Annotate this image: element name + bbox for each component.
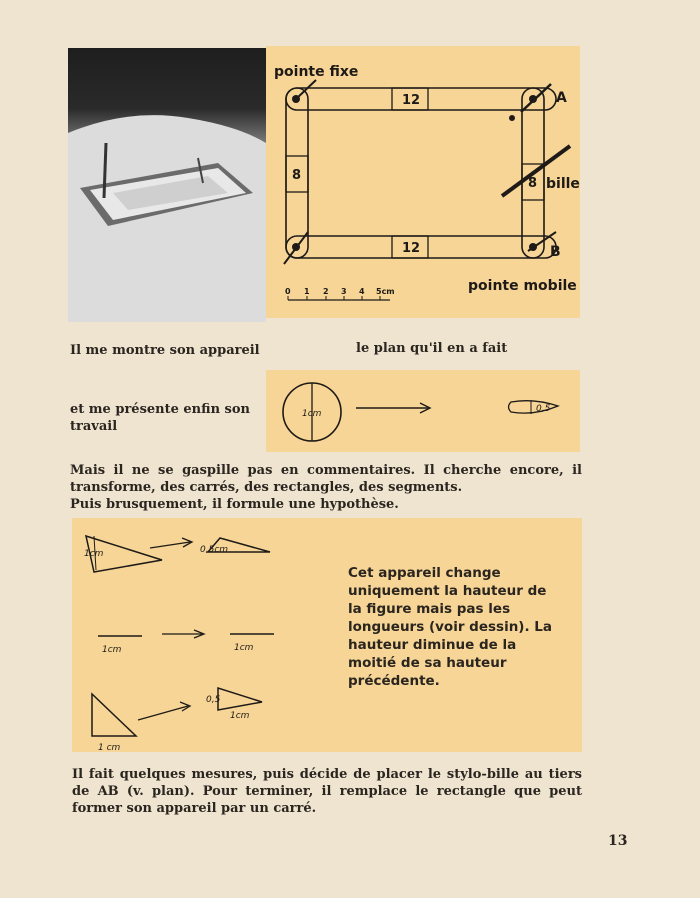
paragraph-2: Puis brusquement, il formule une hypothèse. xyxy=(70,497,399,512)
plan-caption: le plan qu'il en a fait xyxy=(356,341,508,356)
device-photo-drawing xyxy=(68,48,266,322)
right-bar-value: 8 xyxy=(528,176,538,191)
fixed-point-label: pointe fixe xyxy=(274,64,359,80)
scale-tick-2: 2 xyxy=(323,287,329,296)
paragraph-3: Il fait quelques mesures, puis décide de placer le stylo-bille au tiers de AB (v. plan). Pour terminer, il remplace le rectangle que peut former son appareil par un carré. xyxy=(72,767,582,816)
work-caption: et me présente enfin son travail xyxy=(70,402,251,434)
plan-drawing xyxy=(266,46,580,318)
moving-point-label: pointe mobile xyxy=(468,278,577,294)
device-photo xyxy=(68,48,266,322)
tri1-height: 1cm xyxy=(84,549,104,559)
hypothesis-text: Cet appareil change uniquement la hauteur de la figure mais pas les longueurs (voir dessin). La hauteur diminue de la moitié de sa hauteur précédente. xyxy=(348,565,553,689)
page-number: 13 xyxy=(608,833,628,849)
seg-left-label: 1cm xyxy=(102,645,122,655)
plan-panel xyxy=(266,46,580,318)
scale-tick-1: 1 xyxy=(304,287,310,296)
scale-tick-4: 4 xyxy=(359,287,365,296)
photo-caption: Il me montre son appareil xyxy=(70,343,260,358)
hypothesis-panel xyxy=(72,518,582,752)
point-a-label: A xyxy=(556,90,567,106)
scale-ticks xyxy=(285,287,395,300)
bottom-bar-value: 12 xyxy=(402,241,421,256)
scale-tick-3: 3 xyxy=(341,287,347,296)
circle-value: 1cm xyxy=(302,409,322,419)
work-panel xyxy=(266,370,580,452)
paragraph-1: Mais il ne se gaspille pas en commentaires. Il cherche encore, il transforme, des carrés, des rectangles, des segments. xyxy=(70,463,582,495)
pen-label: bille xyxy=(546,176,580,192)
tri2-base: 1 cm xyxy=(98,743,121,753)
scale-tick-5: 5cm xyxy=(376,287,395,296)
seg-right-label: 1cm xyxy=(234,643,254,653)
left-bar-value: 8 xyxy=(292,168,302,183)
tri2-result: 0,5 xyxy=(206,695,221,705)
tri2-result-base: 1cm xyxy=(230,711,250,721)
tri1-result: 0,5cm xyxy=(200,545,229,555)
top-bar-value: 12 xyxy=(402,93,421,108)
result-value: 0,5 xyxy=(536,404,551,414)
scale-tick-0: 0 xyxy=(285,287,291,296)
point-b-label: B xyxy=(550,244,561,260)
work-drawing xyxy=(266,370,580,452)
